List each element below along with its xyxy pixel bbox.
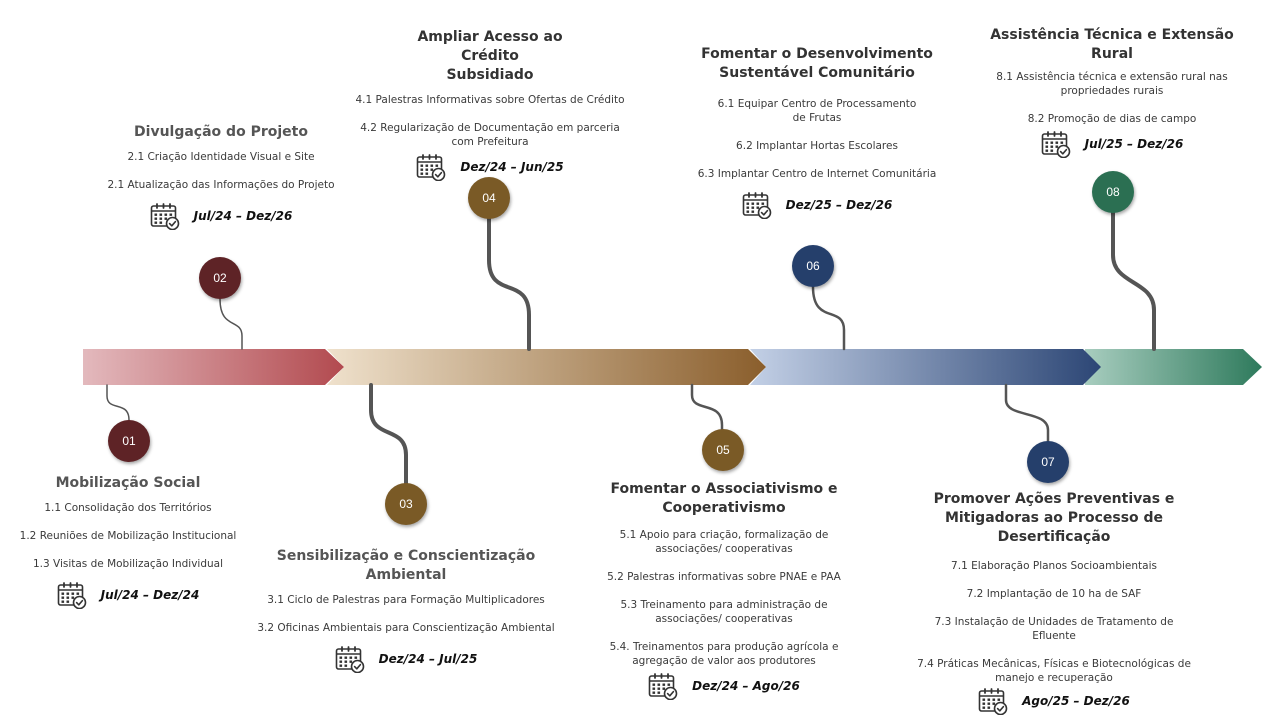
connector-02 xyxy=(220,299,242,349)
activity-item: 3.1 Ciclo de Palestras para Formação Multiplicadores xyxy=(267,594,545,606)
arrow-segment-2 xyxy=(327,349,766,385)
date-range: Jul/24 – Dez/24 xyxy=(100,588,200,602)
date-row xyxy=(680,191,954,219)
step-block-04 xyxy=(346,28,634,181)
step-block-03 xyxy=(241,547,571,673)
step-block-06 xyxy=(680,45,954,219)
activity-item: 7.4 Práticas Mecânicas, Físicas e Biotecnológicas de manejo e recuperação xyxy=(917,658,1191,684)
connector-03 xyxy=(371,385,406,483)
date-row xyxy=(8,581,248,609)
activity-item: 7.2 Implantação de 10 ha de SAF xyxy=(966,588,1142,600)
date-range: Jul/25 – Dez/26 xyxy=(1084,137,1184,151)
step-title: Fomentar o Associativismo e Cooperativismo xyxy=(610,481,838,516)
activity-item: 4.2 Regularização de Documentação em parceria com Prefeitura xyxy=(360,122,620,148)
step-title: Divulgação do Projeto xyxy=(134,124,308,140)
calendar-check-icon xyxy=(416,153,446,181)
connector-06 xyxy=(813,287,844,349)
step-title: Promover Ações Preventivas e Mitigadoras ao Processo de Desertificação xyxy=(933,491,1175,545)
step-title: Sensibilização e Conscientização Ambiental xyxy=(276,548,536,583)
date-range: Dez/25 – Dez/26 xyxy=(785,198,893,212)
step-title: Ampliar Acesso ao Crédito Subsidiado xyxy=(417,29,563,83)
step-block-05 xyxy=(598,480,850,700)
date-row xyxy=(988,130,1236,158)
step-badge-01: 01 xyxy=(108,420,150,462)
activity-item: 1.2 Reuniões de Mobilização Institucional xyxy=(19,530,237,542)
activity-item: 6.1 Equipar Centro de Processamento de Frutas xyxy=(717,98,917,124)
step-badge-07: 07 xyxy=(1027,441,1069,483)
activity-item: 6.2 Implantar Hortas Escolares xyxy=(736,140,898,152)
step-badge-06: 06 xyxy=(792,245,834,287)
date-row xyxy=(888,687,1220,715)
activity-item: 8.2 Promoção de dias de campo xyxy=(1027,113,1197,125)
step-badge-05: 05 xyxy=(702,429,744,471)
step-badge-08: 08 xyxy=(1092,171,1134,213)
step-block-07 xyxy=(888,490,1220,715)
step-title: Mobilização Social xyxy=(55,475,201,491)
date-row xyxy=(346,153,634,181)
activity-item: 3.2 Oficinas Ambientais para Conscientização Ambiental xyxy=(257,622,555,634)
connector-08 xyxy=(1113,213,1154,349)
calendar-check-icon xyxy=(335,645,365,673)
calendar-check-icon xyxy=(978,687,1008,715)
activity-item: 5.1 Apoio para criação, formalização de associações/ cooperativas xyxy=(619,529,829,555)
date-range: Dez/24 – Ago/26 xyxy=(692,679,800,693)
connector-01 xyxy=(107,385,129,420)
activity-item: 1.1 Consolidação dos Territórios xyxy=(44,502,212,514)
step-badge-02: 02 xyxy=(199,257,241,299)
date-row xyxy=(598,672,850,700)
calendar-check-icon xyxy=(648,672,678,700)
date-row xyxy=(96,202,346,230)
connector-07 xyxy=(1006,385,1048,441)
activity-item: 8.1 Assistência técnica e extensão rural nas propriedades rurais xyxy=(996,71,1228,97)
date-row xyxy=(241,645,571,673)
date-range: Jul/24 – Dez/26 xyxy=(193,209,293,223)
step-block-01 xyxy=(8,474,248,609)
step-title: Assistência Técnica e Extensão Rural xyxy=(990,27,1234,62)
activity-item: 7.3 Instalação de Unidades de Tratamento de Efluente xyxy=(934,616,1174,642)
arrow-segment-4 xyxy=(1085,349,1262,385)
activity-item: 6.3 Implantar Centro de Internet Comunitária xyxy=(697,168,937,180)
step-block-08 xyxy=(988,26,1236,158)
step-badge-04: 04 xyxy=(468,177,510,219)
activity-item: 1.3 Visitas de Mobilização Individual xyxy=(32,558,224,570)
activity-item: 4.1 Palestras Informativas sobre Ofertas de Crédito xyxy=(355,94,625,106)
calendar-check-icon xyxy=(742,191,772,219)
step-title: Fomentar o Desenvolvimento Sustentável Comunitário xyxy=(701,46,933,81)
date-range: Dez/24 – Jul/25 xyxy=(378,652,478,666)
calendar-check-icon xyxy=(1041,130,1071,158)
activity-item: 5.2 Palestras informativas sobre PNAE e PAA xyxy=(607,571,841,583)
date-range: Ago/25 – Dez/26 xyxy=(1022,694,1130,708)
activity-item: 2.1 Criação Identidade Visual e Site xyxy=(127,151,315,163)
calendar-check-icon xyxy=(57,581,87,609)
activity-item: 7.1 Elaboração Planos Socioambientais xyxy=(951,560,1157,572)
calendar-check-icon xyxy=(150,202,180,230)
connector-05 xyxy=(692,385,722,429)
arrow-segment-1 xyxy=(83,349,344,385)
activity-item: 5.4. Treinamentos para produção agrícola e agregação de valor aos produtores xyxy=(609,641,839,667)
step-block-02 xyxy=(96,123,346,230)
arrow-segment-3 xyxy=(750,349,1101,385)
connector-04 xyxy=(489,219,529,349)
activity-item: 2.1 Atualização das Informações do Projeto xyxy=(107,179,335,191)
step-badge-03: 03 xyxy=(385,483,427,525)
date-range: Dez/24 – Jun/25 xyxy=(460,160,564,174)
activity-item: 5.3 Treinamento para administração de associações/ cooperativas xyxy=(620,599,828,625)
